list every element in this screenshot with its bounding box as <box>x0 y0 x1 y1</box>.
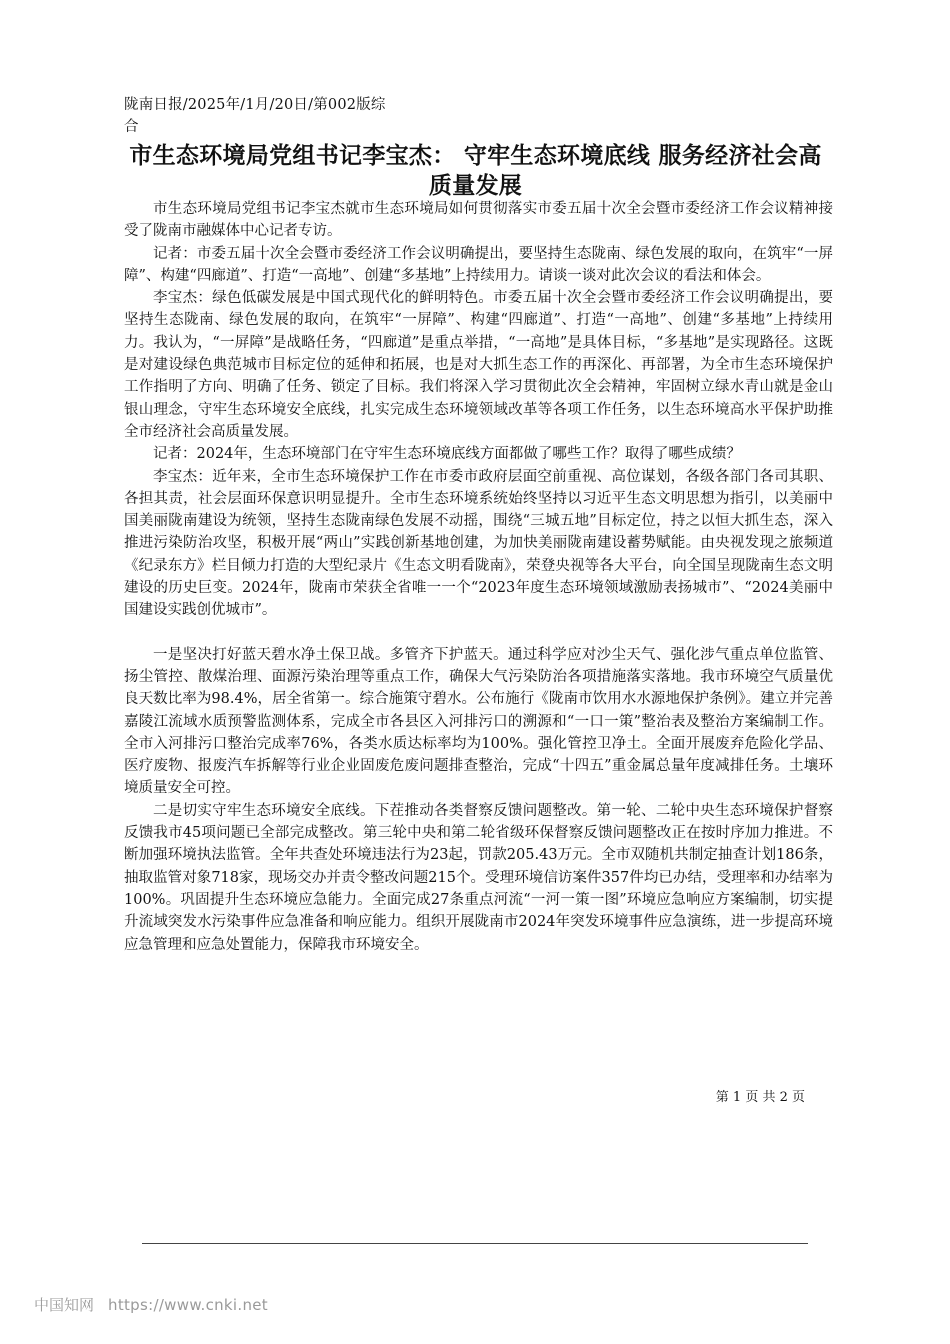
paragraph-answer-1: 李宝杰：绿色低碳发展是中国式现代化的鲜明特色。市委五届十次全会暨市委经济工作会议明确提出，要坚持生态陇南、绿色发展的取向，在筑牢“一屏障”、构建“四廊道”、打造“一高地”、创建“多基地”上持续用力。我认为，“一屏障”是战略任务，“四廊道”是重点举措，“一高地”是具体目标，“多基地”是实现路径。这既是对建设绿色典范城市目标定位的延伸和拓展，也是对大抓生态工作的再深化、再部署，为全市生态环境保护工作指明了方向、明确了任务、锁定了目标。我们将深入学习贯彻此次全会精神，牢固树立绿水青山就是金山银山理念，守牢生态环境安全底线，扎实完成生态环境领域改革等各项工作任务，以生态环境高水平保护助推全市经济社会高质量发展。 <box>124 290 833 440</box>
watermark-url: https://www.cnki.net <box>108 1296 268 1314</box>
footer-divider <box>142 1243 808 1244</box>
paragraph-section-2: 二是切实守牢生态环境安全底线。下茬推动各类督察反馈问题整改。第一轮、二轮中央生态环境保护督察反馈我市45项问题已全部完成整改。第三轮中央和第二轮省级环保督察反馈问题整改正在按时序加力推进。不断加强环境执法监管。全年共查处环境违法行为23起，罚款205.43万元。全市双随机共制定抽查计划186条，抽取监管对象718家，现场交办并责令整改问题215个。受理环境信访案件357件均已办结，受理率和办结率为100%。巩固提升生态环境应急能力。全面完成27条重点河流“一河一策一图”环境应急响应方案编制，切实提升流域突发水污染事件应急准备和响应能力。组织开展陇南市2024年突发环境事件应急演练，进一步提高环境应急管理和应急处置能力，保障我市环境安全。 <box>124 802 833 953</box>
paragraph-question-2: 记者：2024年，生态环境部门在守牢生态环境底线方面都做了哪些工作？取得了哪些成绩？ <box>153 446 741 463</box>
article-title: 市生态环境局党组书记李宝杰： 守牢生态环境底线 服务经济社会高质量发展 <box>129 143 822 199</box>
watermark-brand: 中国知网 <box>34 1296 95 1314</box>
paragraph-section-1: 一是坚决打好蓝天碧水净土保卫战。多管齐下护蓝天。通过科学应对沙尘天气、强化涉气重点单位监管、扬尘管控、散煤治理、面源污染治理等重点工作，确保大气污染防治各项措施落实落地。我市环境空气质量优良天数比率为98.4%，居全省第一。综合施策守碧水。公布施行《陇南市饮用水水源地保护条例》。建立并完善嘉陵江流域水质预警监测体系，完成全市各县区入河排污口的溯源和“一口一策”整治表及整治方案编制工作。全市入河排污口整治完成率76%，各类水质达标率均为100%。强化管控卫净土。全面开展废弃危险化学品、医疗废物、报废汽车拆解等行业企业固废危废问题排查整治，完成“十四五”重金属总量年度减排任务。土壤环境质量安全可控。 <box>124 646 833 797</box>
source-line: 陇南日报/2025年/1月/20日/第002版综合 <box>124 97 386 135</box>
paragraph-intro: 市生态环境局党组书记李宝杰就市生态环境局如何贯彻落实市委五届十次全会暨市委经济工作会议精神接受了陇南市融媒体中心记者专访。 <box>124 201 833 240</box>
cnki-watermark <box>34 1294 268 1316</box>
paragraph-question-1: 记者：市委五届十次全会暨市委经济工作会议明确提出，要坚持生态陇南、绿色发展的取向，在筑牢“一屏障”、构建“四廊道”、打造“一高地”、创建“多基地”上持续用力。请谈一谈对此次会议的看法和体会。 <box>124 245 833 284</box>
paragraph-answer-2: 李宝杰：近年来，全市生态环境保护工作在市委市政府层面空前重视、高位谋划，各级各部门各司其职、各担其责，社会层面环保意识明显提升。全市生态环境系统始终坚持以习近平生态文明思想为指引，以美丽中国美丽陇南建设为统领，坚持生态陇南绿色发展不动摇，围绕“三城五地”目标定位，持之以恒大抓生态，深入推进污染防治攻坚，积极开展“两山”实践创新基地创建，为加快美丽陇南建设蓄势赋能。由央视发现之旅频道《纪录东方》栏目倾力打造的大型纪录片《生态文明看陇南》，荣登央视等各大平台，向全国呈现陇南生态文明建设的历史巨变。2024年，陇南市荣获全省唯一一个“2023年度生态环境领域激励表扬城市”、“2024美丽中国建设实践创优城市”。 <box>124 468 833 619</box>
article-body <box>124 198 833 956</box>
page-number: 第 1 页 共 2 页 <box>715 1090 805 1105</box>
paragraph-spacer <box>124 622 833 644</box>
